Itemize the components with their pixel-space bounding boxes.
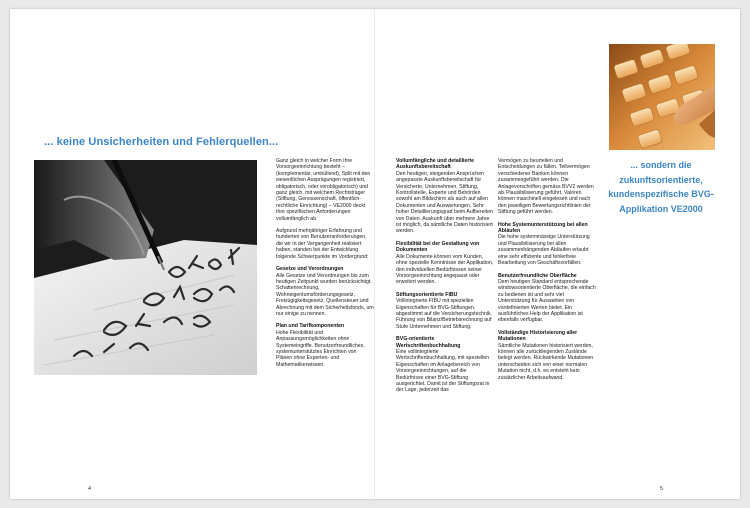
section-heading: Gesetze und Verordnungen [276,266,344,273]
text-section [396,158,494,235]
section-text: Dem heutigen Standard entsprechende windowsorientierte Oberfläche, die einfach zu bedienen ist und sehr viel Unterstützung für Auswahlen von vordefinierten Werten bietet. Ein ausführliches Help der Applikation ist ebenfalls verfügbar. [498,278,596,324]
right-headline: ... sondern die zukunftsorientierte, kundenspezifische BVG-Applikation VE2000 [608,160,714,214]
section-heading: Plan und Tarifkomponenten [276,323,345,330]
section-heading: BVG-orientierte Wertschriftenbuchhaltung [396,336,461,349]
section-text: Den heutigen, steigenden Ansprüchen angepasste Auskunftsbereitschaft für Versicherte, Unternehmen, Stiftung, Kontrollstelle, Experte und Behörden sowohl am Bildschirm als auch auf allen Dokumenten und Auswertungen. Sehr hoher Detaillierungsgrad beim Aufbereiten von Daten. Auskunft über mehrere Jahre ist möglich, da sämtliche Daten historisiert werden. [396,170,493,235]
section-heading: Vollumfängliche und detaillierte Auskunftsbereitschaft [396,158,475,171]
page-divider [374,9,375,499]
section-text: Eine vollintegrierte Wertschriftenbuchhaltung, mit speziellen Eigenschaften im Anlagebereich von Vorsorgeeinrichtungen, auf die Bedürfnisse einer BVG-Stiftung ausgerichtet. Damit ist der Stiftungsrat in der Lage, jederzeit das [396,348,490,394]
text-section [276,266,374,317]
section-text: Alle Gesetze und Verordnungen bis zum heutigen Zeitpunkt wurden berücksichtigt. Schattenrechnung, Wohneigentumsförderungsgesetz, Freizügigkeitsgesetz, Quellensteuer und Abrechnung mit dem Sicherheitsfonds, um nur einige zu nennen. [276,272,374,317]
page-number-right: 5 [660,486,664,492]
left-text-column [276,158,374,374]
section-text: Vollintegrierte FIBU mit speziellen Eigenschaften für BVG-Stiftungen, abgestimmt auf die Versicherungstechnik. Führung von Bilanz/Betriebsrechnung auf Stufe Unternehmen und Stiftung. [396,298,493,330]
left-headline: ... keine Unsicherheiten und Fehlerquellen... [44,136,279,148]
text-section [498,273,596,324]
text-section [396,336,494,394]
section-heading: Benutzerfreundliche Oberfläche [498,272,577,279]
keyboard-photo [609,44,715,150]
section-text: Hohe Flexibilität und Anpassungsmöglichkeiten ohne Systemeingriffe. Benutzerfreundliches, systemunterstütztes Einrichten von Plänen ohne Experten- und Mathematikerwissen. [276,329,365,368]
text-section [276,323,374,368]
section-text: Sämtliche Mutationen historisiert werden, können alle zurückliegenden Zustände belegt werden. Rückwirkende Mutationen unterscheiden sich von einer normalen Mutation nicht, d.h. es entsteht kein zusätzlicher Arbeitsaufwand. [498,342,594,381]
middle-text-column [396,158,494,400]
page-number-left: 4 [88,486,92,492]
right-text-column [498,158,596,387]
text-section [396,292,494,330]
section-heading: Flexibilität bei der Gestaltung von Dokumenten [396,240,480,254]
section-text: Alle Dokumente können vom Kunden, ohne spezielle Kenntnisse der Applikation, den individuellen Bedürfnissen seiner Vorsorgeeinrichtung angepasst oder erweitert werden. [396,253,494,286]
intro-paragraph: Aufgrund mehrjähriger Erfahrung und hunderten von Benutzeranforderungen, die wir in der Vergangenheit realisiert haben, standen bei der Entwicklung folgende Schwerpunkte im Vordergrund: [276,228,369,260]
handwriting-photo [34,160,257,375]
section-heading: Hohe Systemunterstützung bei allen Abläufen [498,221,588,235]
text-section [396,241,494,286]
text-section [498,222,596,267]
section-heading: Stiftungsorientierte FIBU [396,291,458,298]
intro-paragraph: Ganz gleich in welcher Form Ihre Vorsorgeeinrichtung besteht – (komplementär, umhüllend), Split mit den wesentlichen Ausprägungen registriert, obligatorisch, oder vorobligatorisch) und ganz gleich, mit welchem Rechtsträger (Stiftung, Genossenschaft, öffentlich-rechtliche Einrichtung) – VE2000 deckt Ihre spezifischen Anforderungen vollumfänglich ab. [276,158,371,222]
continued-paragraph: Vermögen zu beurteilen und Entscheidungen zu fällen. Teilvermögen verschiedener Banken können zusammengeführt werden. Die Anlagevorschriften gemäss BVV2 werden als Plausibilisierung geführt. Valoren können maschinell eingelesen und nach den jeweiligen Bewertungsrichtlinien der Stiftung geführt werden. [498,158,594,216]
section-text: Die hohe systemmässige Unterstützung und Plausibilisierung bei allen zusammenhängenden Abläufen erlaubt eine sehr effiziente und fehlerfreie Bearbeitung von Geschäftsvorfällen. [498,234,590,267]
text-section [498,330,596,381]
section-heading: Vollständige Historisierung aller Mutationen [498,329,578,343]
